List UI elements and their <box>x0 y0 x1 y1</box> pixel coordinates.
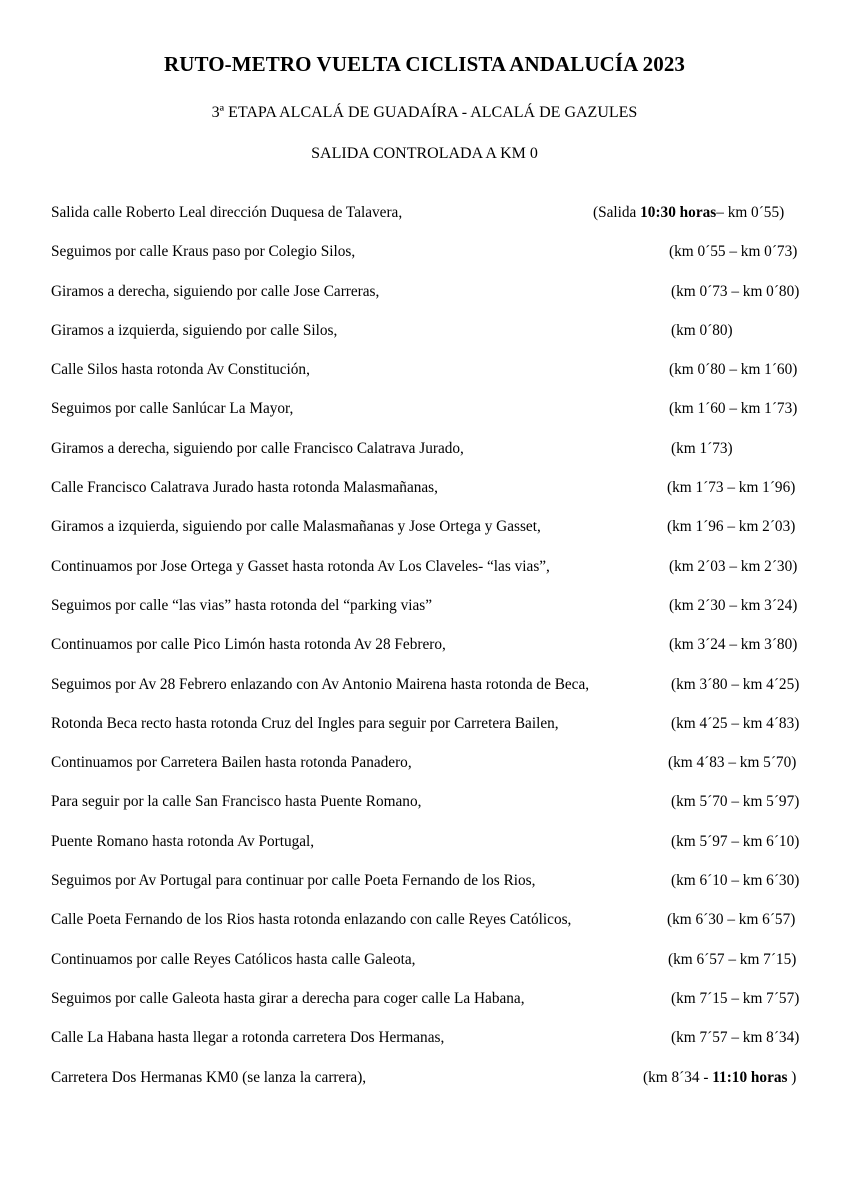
list-item <box>0 870 849 909</box>
route-km <box>669 556 797 578</box>
list-item <box>0 713 849 752</box>
route-km <box>669 359 797 381</box>
route-km <box>671 1027 799 1049</box>
km-text: (km 5´70 – km 5´97) <box>671 793 800 811</box>
route-description: Carretera Dos Hermanas KM0 (se lanza la carrera), <box>51 1068 367 1086</box>
route-km <box>668 949 796 971</box>
route-description: Seguimos por calle Galeota hasta girar a derecha para coger calle La Habana, <box>51 989 525 1007</box>
route-km <box>671 281 799 303</box>
route-km <box>671 870 799 892</box>
route-km <box>669 398 797 420</box>
km-text: (km 8´34 - <box>643 1068 713 1086</box>
list-item <box>0 634 849 673</box>
route-description: Seguimos por calle Sanlúcar La Mayor, <box>51 400 294 418</box>
list-item <box>0 516 849 555</box>
route-km <box>669 634 797 656</box>
list-item <box>0 556 849 595</box>
route-description: Giramos a derecha, siguiendo por calle Jose Carreras, <box>51 282 380 300</box>
list-item <box>0 595 849 634</box>
list-item <box>0 320 849 359</box>
list-item <box>0 398 849 437</box>
stage-subtitle: 3ª ETAPA ALCALÁ DE GUADAÍRA - ALCALÁ DE GAZULES <box>211 104 638 121</box>
km-text: (km 1´60 – km 1´73) <box>669 400 798 418</box>
list-item <box>0 674 849 713</box>
list-item <box>0 988 849 1027</box>
time-text: 10:30 horas <box>640 204 717 221</box>
km-text: (km 0´80 – km 1´60) <box>669 361 798 379</box>
list-item <box>0 1067 849 1106</box>
route-km <box>643 1067 796 1089</box>
km-text: (km 4´83 – km 5´70) <box>668 754 797 772</box>
route-description: Rotonda Beca recto hasta rotonda Cruz del Ingles para seguir por Carretera Bailen, <box>51 714 559 732</box>
km-text: (km 5´97 – km 6´10) <box>671 832 800 850</box>
list-item <box>0 949 849 988</box>
km-text: (km 6´57 – km 7´15) <box>668 950 797 968</box>
km-text: (km 1´96 – km 2´03) <box>667 518 796 536</box>
route-description: Continuamos por Jose Ortega y Gasset hasta rotonda Av Los Claveles- “las vias”, <box>51 557 550 575</box>
route-description: Giramos a izquierda, siguiendo por calle Malasmañanas y Jose Ortega y Gasset, <box>51 518 541 536</box>
route-description: Seguimos por calle Kraus paso por Colegio Silos, <box>51 243 356 261</box>
list-item <box>0 477 849 516</box>
route-km <box>671 438 733 460</box>
list-item <box>0 752 849 791</box>
km-text-end: ) <box>787 1068 797 1086</box>
list-item <box>0 1027 849 1066</box>
km-text: (km 0´55 – km 0´73) <box>669 243 798 261</box>
km-text: (km 1´73) <box>671 439 733 457</box>
km-text: (km 6´10 – km 6´30) <box>671 872 800 890</box>
route-description: Continuamos por Carretera Bailen hasta rotonda Panadero, <box>51 754 412 772</box>
route-description: Calle Silos hasta rotonda Av Constitución, <box>51 361 310 379</box>
km-text: (km 0´73 – km 0´80) <box>671 282 800 300</box>
route-description: Puente Romano hasta rotonda Av Portugal, <box>51 832 315 850</box>
route-km <box>671 674 799 696</box>
route-description: Salida calle Roberto Leal dirección Duquesa de Talavera, <box>51 204 403 221</box>
route-km <box>671 320 733 342</box>
km-text: (km 0´80) <box>671 321 733 339</box>
km-text: (km 6´30 – km 6´57) <box>667 911 796 929</box>
route-description: Calle Francisco Calatrava Jurado hasta rotonda Malasmañanas, <box>51 479 438 497</box>
list-item <box>0 791 849 830</box>
route-km <box>671 791 799 813</box>
route-km <box>593 202 784 224</box>
km-text: (Salida <box>593 204 641 221</box>
time-text: 11:10 horas <box>712 1068 788 1086</box>
km-text: (km 4´25 – km 4´83) <box>671 714 800 732</box>
route-description: Giramos a derecha, siguiendo por calle Francisco Calatrava Jurado, <box>51 439 464 457</box>
list-item <box>0 909 849 948</box>
route-km <box>671 713 799 735</box>
route-km <box>667 909 795 931</box>
list-item <box>0 831 849 870</box>
route-description: Para seguir por la calle San Francisco hasta Puente Romano, <box>51 793 422 811</box>
list-item <box>0 359 849 398</box>
document-title: RUTO-METRO VUELTA CICLISTA ANDALUCÍA 2023 <box>163 52 686 76</box>
route-description: Continuamos por calle Reyes Católicos hasta calle Galeota, <box>51 950 416 968</box>
list-item <box>0 202 849 241</box>
start-note: SALIDA CONTROLADA A KM 0 <box>311 145 538 162</box>
km-text: (km 1´73 – km 1´96) <box>667 479 796 497</box>
route-km <box>668 752 796 774</box>
km-text: (km 3´24 – km 3´80) <box>669 636 798 654</box>
km-text: (km 3´80 – km 4´25) <box>671 675 800 693</box>
km-text-end: – km 0´55) <box>716 204 785 221</box>
route-list <box>0 202 849 1106</box>
route-description: Continuamos por calle Pico Limón hasta rotonda Av 28 Febrero, <box>51 636 446 654</box>
km-text: (km 2´30 – km 3´24) <box>669 596 798 614</box>
km-text: (km 7´15 – km 7´57) <box>671 989 800 1007</box>
list-item <box>0 438 849 477</box>
route-km <box>667 477 795 499</box>
km-text: (km 7´57 – km 8´34) <box>671 1029 800 1047</box>
list-item <box>0 281 849 320</box>
route-description: Seguimos por Av Portugal para continuar por calle Poeta Fernando de los Rios, <box>51 872 536 890</box>
km-text: (km 2´03 – km 2´30) <box>669 557 798 575</box>
route-km <box>671 831 799 853</box>
route-km <box>667 516 795 538</box>
route-km <box>671 988 799 1010</box>
route-description: Calle La Habana hasta llegar a rotonda carretera Dos Hermanas, <box>51 1029 445 1047</box>
list-item <box>0 241 849 280</box>
route-description: Seguimos por Av 28 Febrero enlazando con Av Antonio Mairena hasta rotonda de Beca, <box>51 675 590 693</box>
route-km <box>669 595 797 617</box>
route-description: Seguimos por calle “las vias” hasta rotonda del “parking vias” <box>51 596 433 614</box>
route-km <box>669 241 797 263</box>
route-description: Giramos a izquierda, siguiendo por calle Silos, <box>51 321 338 339</box>
route-description: Calle Poeta Fernando de los Rios hasta rotonda enlazando con calle Reyes Católicos, <box>51 911 572 929</box>
